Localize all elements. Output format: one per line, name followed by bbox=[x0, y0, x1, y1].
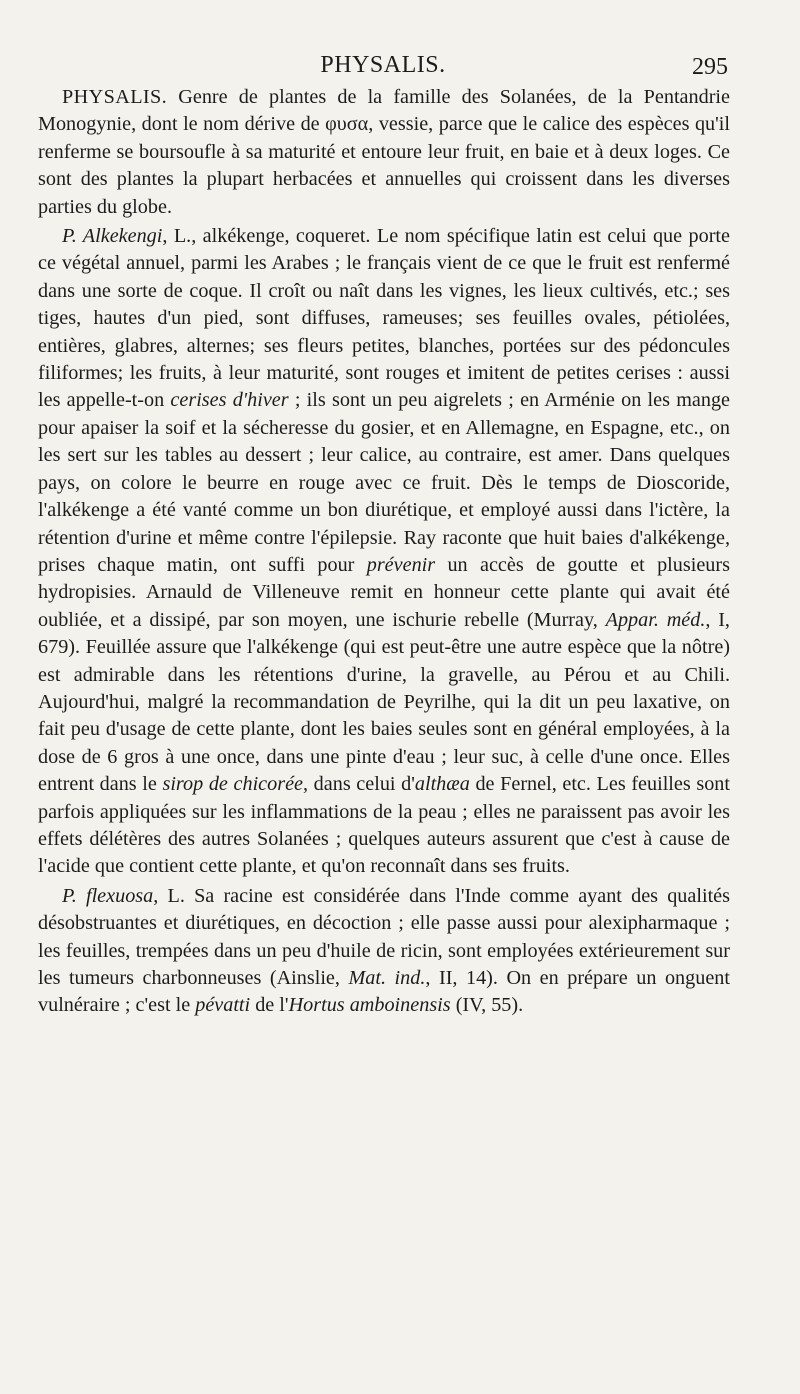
paragraph-alkekengi bbox=[38, 223, 730, 881]
italic-text: Appar. méd. bbox=[605, 608, 706, 631]
text-run: (IV, 55). bbox=[450, 994, 524, 1017]
text-run: ; ils sont un peu aigrelets ; en Arménie on les mange pour apaiser la soif et la sécheresse du gosier, et en Allemagne, en Espagne, etc., on les sert sur les tables au dessert ; leur calice, au contraire, est amer. Dans quelques pays, on colore le beurre en rouge avec ce fruit. Dès le temps de Dioscoride, l'alkékenge a été vanté comme un bon diurétique, et employé aussi dans l'ictère, la rétention d'urine et même contre l'épilepsie. Ray raconte que huit baies d'alkékenge, prises chaque matin, ont suffi pour bbox=[38, 389, 731, 576]
page-number: 295 bbox=[692, 54, 728, 80]
page-header bbox=[38, 52, 728, 86]
italic-text: P. flexuosa bbox=[62, 884, 154, 907]
italic-text: P. Alkekengi bbox=[62, 225, 163, 248]
body-text bbox=[38, 84, 730, 1022]
text-run: , L., alkékenge, coqueret. Le nom spécifique latin est celui que porte ce végétal annuel, parmi les Arabes ; le français vient de ce que le fruit est renfermé dans une sorte de coque. Il croît ou naît dans les vignes, les lieux cultivés, etc.; ses tiges, hautes d'un pied, sont diffuses, rameuses; ses feuilles ovales, pétiolées, entières, glabres, alternes; ses fleurs petites, blanches, portées sur des pédoncules filiformes; les fruits, à leur maturité, sont rouges et imitent de petites cerises : aussi les appelle-t-on bbox=[38, 225, 730, 412]
text-run: un accès de goutte et plusieurs hydropisies. Arnauld de Villeneuve remit en honneur cette plante qui avait été oubliée, et a dissipé, par son moyen, une ischurie rebelle (Murray, bbox=[38, 553, 730, 631]
text-run: , L. Sa racine est considérée dans l'Inde comme ayant des qualités désobstruantes et diurétiques, en décoction ; elle passe aussi pour alexipharmaque ; les feuilles, trempées dans un peu d'huile de ricin, sont employées extérieurement sur les tumeurs charbonneuses (Ainslie, bbox=[38, 884, 730, 989]
text-run: , II, 14). On en prépare un onguent vulnéraire ; c'est le bbox=[38, 967, 730, 1017]
text-run: de Fernel, etc. Les feuilles sont parfois appliquées sur les inflammations de la peau ; elles ne paraissent pas avoir les effets délétères des autres Solanées ; quelques auteurs assurent que c'est à cause de l'acide que contient cette plante, et qu'on reconnaît dans ses fruits. bbox=[38, 773, 731, 878]
text-run: , I, 679). Feuillée assure que l'alkékenge (qui est peut-être une autre espèce que la nôtre) est admirable dans les rétentions d'urine, la gravelle, au Pérou et au Chili. Aujourd'hui, malgré la recommandation de Peyrilhe, qui la dit un peu laxative, on fait peu d'usage de cette plante, dont les baies seules sont en général employées, à la dose de 6 gros à une once, dans une pinte d'eau ; leur suc, à celle d'une once. Elles entrent dans le bbox=[38, 608, 730, 796]
italic-text: sirop de chicorée bbox=[162, 773, 304, 796]
italic-text: althæa bbox=[414, 773, 470, 796]
running-title: PHYSALIS. bbox=[320, 52, 446, 78]
italic-text: pévatti bbox=[195, 994, 251, 1017]
paragraph-genus bbox=[38, 84, 730, 221]
paragraph-flexuosa bbox=[38, 883, 730, 1020]
italic-text: prévenir bbox=[366, 553, 436, 576]
text-run: , dans celui d' bbox=[303, 773, 415, 796]
entry-heading: PHYSALIS. bbox=[62, 86, 168, 108]
italic-text: Mat. ind. bbox=[348, 967, 426, 989]
italic-text: Hortus amboinensis bbox=[288, 994, 451, 1017]
italic-text: cerises d'hiver bbox=[170, 389, 289, 412]
text-run: de l' bbox=[250, 994, 289, 1017]
text-run: Genre de plantes de la famille des Solanées, de la Pentandrie Monogynie, dont le nom dérive de φυσα, vessie, parce que le calice des espèces qu'il renferme se boursoufle à sa maturité et entoure leur fruit, en baie et à deux loges. Ce sont des plantes la plupart herbacées et annuelles qui croissent dans les diverses parties du globe. bbox=[38, 86, 730, 218]
